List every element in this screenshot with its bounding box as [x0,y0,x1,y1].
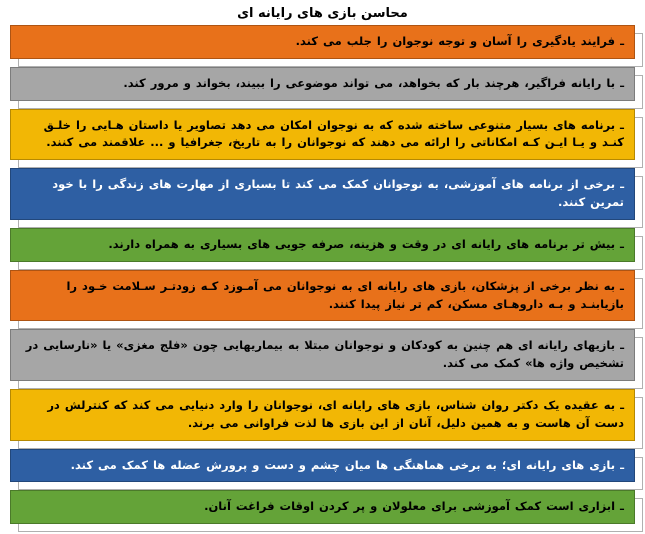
page-title: محاسن بازی های رایانه ای [237,6,408,21]
benefits-list [0,25,645,524]
item-bar [10,329,635,381]
item-bar [10,389,635,441]
list-item [10,490,635,524]
list-item [10,109,635,161]
item-bar [10,490,635,524]
item-bar [10,109,635,161]
list-item [10,389,635,441]
item-bar [10,449,635,483]
item-label: ـ به عقیده یک دکتر روان شناس، بازی های رایانه ای، نوجوانان را وارد دنیایی می کند که کنترلش در دست آن هاست و به همین دلیل، آنان از این بازی ها لذت فراوانی می برند. [47,397,624,430]
item-label: ـ فرایند یادگیری را آسان و توجه نوجوان را جلب می کند. [295,34,624,48]
item-label: ـ بیش تر برنامه های رایانه ای در وقت و هزینه، صرفه جویی های بسیاری به همراه دارند. [108,236,624,251]
item-bar [10,25,635,59]
item-bar [10,228,635,262]
item-label: ـ بازی های رایانه ای؛ به برخی هماهنگی ها میان چشم و دست و پرورش عضله ها کمک می کند. [70,457,624,472]
item-label: ـ ابزاری است کمک آموزشی برای معلولان و پر کردن اوقات فراغت آنان. [204,499,624,514]
item-label: ـ برنامه های بسیار متنوعی ساخته شده که به نوجوان امکان می دهد تصاویر یا داستان هـایی را خلـق کنـد و یـا ایـن کـه امکاناتی را ارائه می دهند که نوجوانان را به تاریخ، جغرافیا و ... علاقمند می کنند. [43,117,624,150]
item-label: ـ با رایانه فراگیر، هرچند بار که بخواهد، می تواند موضوعی را ببیند، بخواند و مرور کند. [123,75,624,90]
list-item [10,270,635,322]
list-item [10,329,635,381]
list-item [10,67,635,101]
item-label: ـ برخی از برنامه های آموزشی، به نوجوانان کمک می کند تا بسیاری از مهارت های زندگی را با خود تمرین کنند. [52,177,624,210]
list-item [10,449,635,483]
list-item [10,25,635,59]
item-bar [10,270,635,322]
list-item [10,228,635,262]
list-item [10,168,635,220]
item-bar [10,168,635,220]
item-bar [10,67,635,101]
item-label: ـ به نظر برخی از پزشکان، بازی های رایانه ای به نوجوانان می آمـوزد کـه زودتـر سـلامت خـود را بازیابنـد و بـه داروهـای مسکن، کم تر نیاز پیدا کنند. [66,278,624,311]
item-label: ـ بازیهای رایانه ای هم چنین به کودکان و نوجوانان مبتلا به بیماریهایی چون «فلج مغزی» یا «نارسایی در تشخیص واژه ها» کمک می کند. [25,338,624,371]
